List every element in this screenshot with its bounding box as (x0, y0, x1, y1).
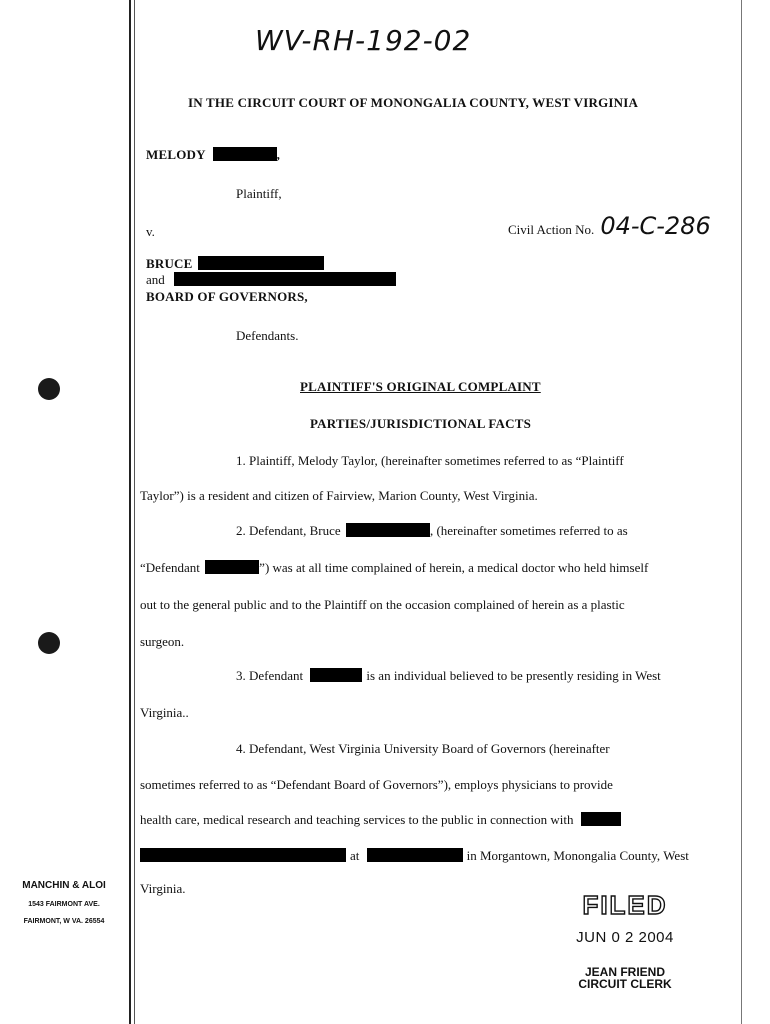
defendant-3-name: BOARD OF GOVERNORS, (146, 289, 308, 304)
paragraph-2-line-1 (236, 523, 628, 539)
paragraph-1-line-1: 1. Plaintiff, Melody Taylor, (hereinafter sometimes referred to as “Plaintiff (236, 453, 624, 468)
left-margin-rule (129, 0, 131, 1024)
left-margin-rule-inner (134, 0, 135, 1024)
paragraph-2-line-4: surgeon. (140, 634, 185, 649)
paragraph-2-text-a: 2. Defendant, Bruce (236, 523, 341, 538)
plaintiff-suffix: , (276, 147, 281, 162)
versus: v. (146, 224, 155, 239)
redaction-bar (213, 147, 277, 161)
punch-hole-top (38, 378, 60, 400)
paragraph-2-line-3: out to the general public and to the Plaintiff on the occasion complained of herein as a plastic (140, 597, 625, 612)
paragraph-4-text-b: at (350, 848, 360, 863)
civil-action-number: 04-C-286 (600, 212, 711, 240)
filed-stamp-clerk-title: CIRCUIT CLERK (578, 977, 672, 991)
filed-stamp (560, 890, 690, 990)
civil-action-line (508, 212, 711, 240)
redaction-bar (198, 256, 324, 270)
court-heading: IN THE CIRCUIT COURT OF MONONGALIA COUNTY, WEST VIRGINIA (188, 95, 639, 110)
plaintiff-name-line (146, 147, 280, 163)
paragraph-4-line-2: sometimes referred to as “Defendant Board of Governors”), employs physicians to provide (140, 777, 613, 792)
paragraph-4-line-4 (140, 848, 689, 864)
paragraph-3-text-a: 3. Defendant (236, 668, 304, 683)
paragraph-2-text-d: ”) was at all time complained of herein, a medical doctor who held himself (259, 560, 649, 575)
law-firm-name: MANCHIN & ALOI (22, 880, 106, 891)
plaintiff-name: MELODY (146, 147, 206, 162)
punch-hole-bottom (38, 632, 60, 654)
redaction-bar (205, 560, 259, 574)
paragraph-4-line-1: 4. Defendant, West Virginia University Board of Governors (hereinafter (236, 741, 610, 756)
complaint-title: PLAINTIFF'S ORIGINAL COMPLAINT (300, 379, 541, 394)
plaintiff-role: Plaintiff, (236, 186, 282, 201)
defendant-role: Defendants. (236, 328, 299, 343)
right-margin-rule (741, 0, 742, 1024)
redaction-bar (140, 848, 346, 862)
handwritten-document-id: WV-RH-192-02 (255, 24, 472, 57)
paragraph-4-line-5: Virginia. (140, 881, 186, 896)
section-heading: PARTIES/JURISDICTIONAL FACTS (310, 416, 532, 431)
defendant-1-name: BRUCE (146, 256, 193, 271)
redaction-bar (581, 812, 621, 826)
paragraph-4-text-a: health care, medical research and teaching services to the public in connection with (140, 812, 574, 827)
filed-stamp-label: FILED (582, 890, 668, 920)
and-connector: and (146, 272, 165, 287)
law-firm-address: 1543 FAIRMONT AVE. (28, 901, 100, 908)
paragraph-2-text-c: “Defendant (140, 560, 200, 575)
paragraph-2-text-b: , (hereinafter sometimes referred to as (429, 523, 628, 538)
paragraph-3-text-b: is an individual believed to be presently residing in West (366, 668, 661, 683)
paragraph-1-line-2: Taylor”) is a resident and citizen of Fairview, Marion County, West Virginia. (140, 488, 538, 503)
filed-stamp-clerk-name: JEAN FRIEND (584, 965, 665, 979)
redaction-bar (174, 272, 396, 286)
paragraph-4-line-3 (140, 812, 621, 828)
defendant-2-line (146, 272, 396, 288)
civil-action-label: Civil Action No. (508, 222, 595, 237)
redaction-bar (310, 668, 362, 682)
paragraph-3-line-1 (236, 668, 661, 684)
paragraph-4-text-c: in Morgantown, Monongalia County, West (466, 848, 689, 863)
redaction-bar (367, 848, 463, 862)
law-firm-city: FAIRMONT, W VA. 26554 (23, 918, 105, 925)
filed-stamp-date: JUN 0 2 2004 (576, 929, 674, 946)
defendant-1-line (146, 256, 324, 272)
paragraph-2-line-2 (140, 560, 648, 576)
paragraph-3-line-2: Virginia.. (140, 705, 189, 720)
redaction-bar (346, 523, 430, 537)
